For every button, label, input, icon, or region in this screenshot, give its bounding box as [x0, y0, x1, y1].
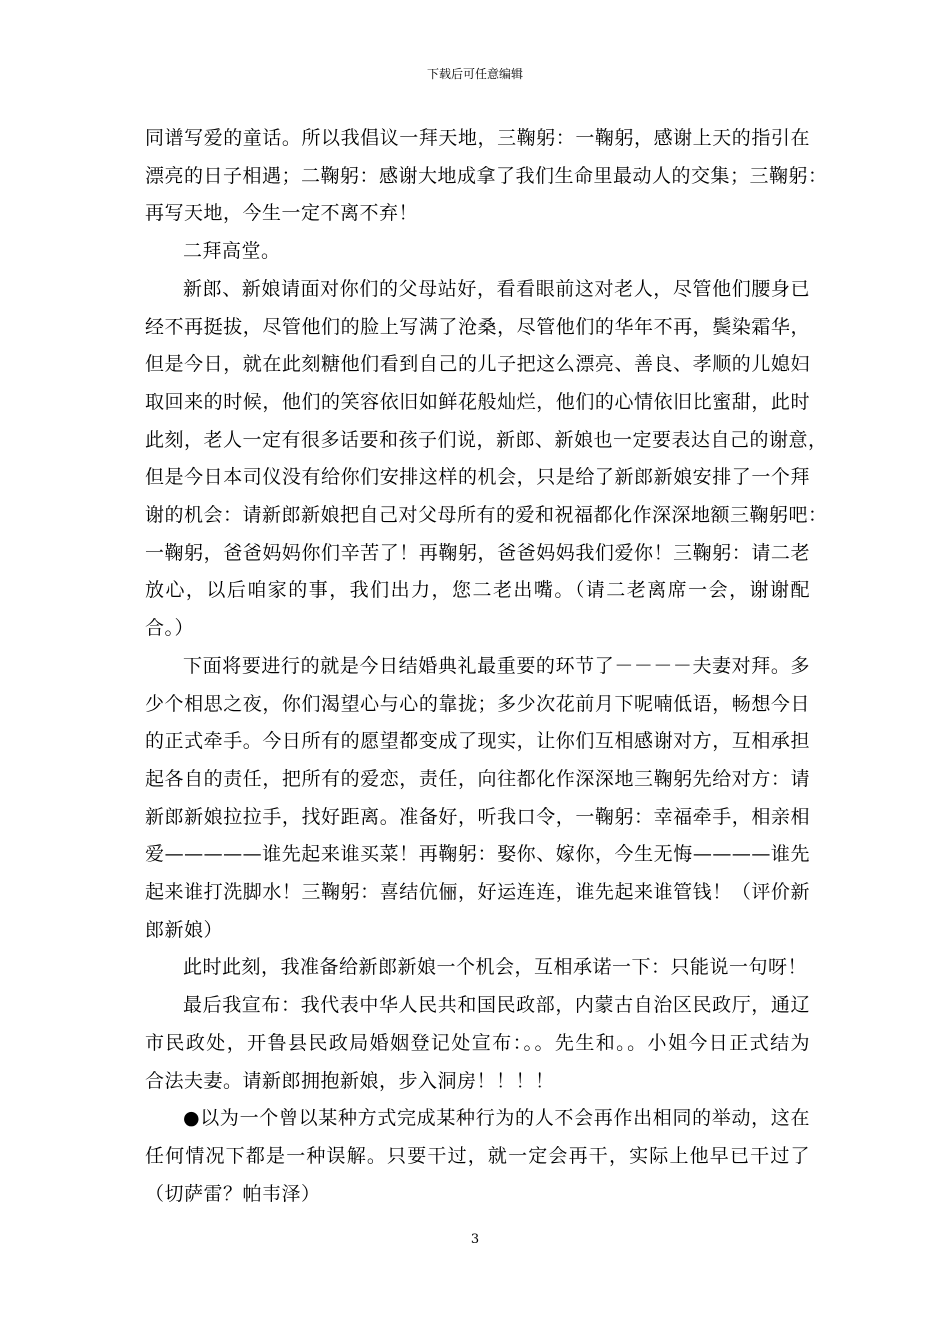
paragraph-line: 最后我宣布：我代表中华人民共和国民政部，内蒙古自治区民政厅，通辽 [183, 994, 810, 1017]
paragraph-line: 新郎新娘拉拉手，找好距离。准备好，听我口令，一鞠躬：幸福牵手，相亲相 [145, 805, 810, 828]
paragraph-line: 同谱写爱的童话。所以我倡议一拜天地，三鞠躬：一鞠躬，感谢上天的指引在 [145, 127, 810, 149]
paragraph-line: 漂亮的日子相遇；二鞠躬：感谢大地成拿了我们生命里最动人的交集；三鞠躬： [145, 164, 828, 187]
paragraph-line: 郎新娘） [145, 918, 224, 941]
paragraph-line: 谢的机会：请新郎新娘把自己对父母所有的爱和祝福都化作深深地额三鞠躬吧： [145, 504, 828, 527]
paragraph-line: 放心，以后咱家的事，我们出力，您二老出嘴。（请二老离席一会，谢谢配 [145, 579, 810, 602]
paragraph-line: 起来谁打洗脚水！三鞠躬：喜结伉俪，好运连连，谁先起来谁管钱！（评价新 [145, 881, 810, 904]
paragraph [145, 949, 810, 987]
paragraph-line: 任何情况下都是一种误解。只要干过，就一定会再干，实际上他早已干过了 [145, 1144, 810, 1167]
paragraph-line: 少个相思之夜，你们渴望心与心的靠拢；多少次花前月下呢喃低语，畅想今日 [145, 692, 810, 715]
page-header [0, 66, 950, 82]
document-body [145, 120, 828, 1213]
paragraph-line: 经不再挺拔，尽管他们的脸上写满了沧桑，尽管他们的华年不再，鬓染霜华， [145, 315, 810, 338]
paragraph-line: 此刻，老人一定有很多话要和孩子们说，新郎、新娘也一定要表达自己的谢意， [145, 428, 828, 451]
paragraph-line: 爱—————谁先起来谁买菜！再鞠躬：娶你、嫁你，今生无悔————谁先 [145, 843, 810, 866]
paragraph-line: 但是今日，就在此刻糖他们看到自己的儿子把这么漂亮、善良、孝顺的儿媳妇 [145, 353, 810, 376]
paragraph-line: （切萨雷？帕韦泽） [145, 1182, 321, 1205]
paragraph-line: 但是今日本司仪没有给你们安排这样的机会，只是给了新郎新娘安排了一个拜 [145, 466, 810, 489]
paragraph-line: 市民政处，开鲁县民政局婚姻登记处宣布：。。先生和。。小姐今日正式结为 [145, 1031, 810, 1054]
paragraph-line: 一鞠躬，爸爸妈妈你们辛苦了！再鞠躬，爸爸妈妈我们爱你！三鞠躬：请二老 [145, 541, 810, 564]
paragraph [145, 1100, 810, 1213]
paragraph-line: 合。） [145, 617, 195, 640]
header-text: 下载后可任意编辑 [426, 67, 523, 81]
paragraph-line: ●以为一个曾以某种方式完成某种行为的人不会再作出相同的举动，这在 [183, 1107, 810, 1130]
paragraph-line: 此时此刻，我准备给新郎新娘一个机会，互相承诺一下：只能说一句呀！ [183, 956, 808, 979]
page-number: 3 [470, 1232, 480, 1247]
paragraph-line: 再写天地，今生一定不离不弃！ [145, 202, 419, 225]
paragraph-line: 取回来的时候，他们的笑容依旧如鲜花般灿烂，他们的心情依旧比蜜甜，此时 [145, 390, 810, 413]
paragraph [145, 233, 810, 271]
paragraph-line: 新郎、新娘请面对你们的父母站好，看看眼前这对老人，尽管他们腰身已 [183, 277, 810, 300]
paragraph-line: 起各自的责任，把所有的爱恋，责任，向往都化作深深地三鞠躬先给对方：请 [145, 767, 810, 790]
paragraph [145, 648, 810, 950]
paragraph-line: 二拜高堂。 [183, 240, 281, 263]
paragraph [145, 987, 810, 1100]
paragraph-line: 下面将要进行的就是今日结婚典礼最重要的环节了－－－－夫妻对拜。多 [183, 654, 810, 677]
paragraph-line: 合法夫妻。请新郎拥抱新娘，步入洞房！！！！ [145, 1069, 555, 1092]
paragraph [145, 120, 828, 233]
paragraph-line: 的正式牵手。今日所有的愿望都变成了现实，让你们互相感谢对方，互相承担 [145, 730, 810, 753]
paragraph [145, 271, 828, 648]
